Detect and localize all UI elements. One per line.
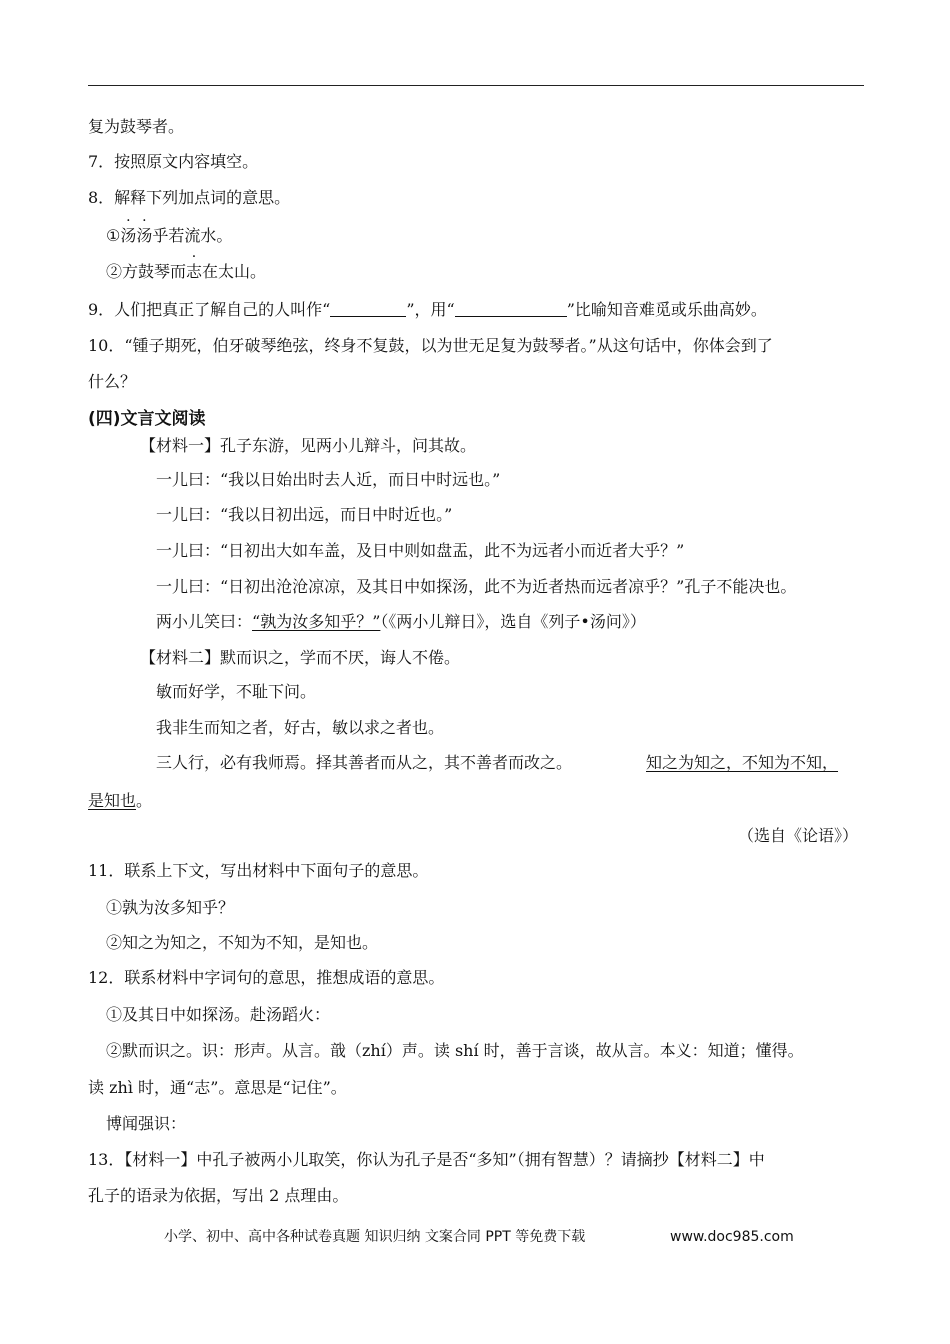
question-12-item-2: ②默而识之。识：形声。从言。戠（zhí）声。读 shí 时，善于言谈，故从言。本义：知道；懂得。	[106, 1041, 804, 1060]
q9-text: ”，用“	[406, 300, 455, 319]
question-7: 7．按照原文内容填空。	[88, 152, 259, 171]
material-1-laugh-line	[156, 612, 646, 632]
material-1-line: 一儿曰：“我以日初出远，而日中时近也。”	[156, 505, 453, 524]
underlined-quote: “孰为汝多知乎？”	[252, 612, 381, 631]
question-13-line-1: 13．【材料一】中孔子被两小儿取笑，你认为孔子是否“多知”（拥有智慧）？请摘抄【材料二】中	[88, 1150, 765, 1169]
material-1-line: 一儿曰：“日初出大如车盖，及日中则如盘盂，此不为远者小而近者大乎？”	[156, 541, 685, 560]
answer-blank-2[interactable]	[455, 300, 567, 317]
question-10-line-2: 什么？	[88, 372, 137, 391]
material-1-line: 一儿曰：“我以日始出时去人近，而日中时远也。”	[156, 470, 501, 489]
question-11: 11．联系上下文，写出材料中下面句子的意思。	[88, 861, 429, 880]
question-8-item-1	[106, 226, 232, 246]
q9-text: ”比喻知音难觅或乐曲高妙。	[566, 300, 767, 319]
item-number: ①	[106, 226, 121, 245]
footer-url-link[interactable]: www.doc985.com	[670, 1229, 794, 1245]
dotted-char: 志	[186, 262, 203, 281]
item-text: 乎若流水。	[152, 226, 233, 245]
question-13-line-2: 孔子的语录为依据，写出 2 点理由。	[88, 1186, 349, 1205]
material-2-line: 三人行，必有我师焉。择其善者而从之，其不善者而改之。	[156, 753, 573, 772]
q9-text: 9．人们把真正了解自己的人叫作“	[88, 300, 331, 319]
question-10-line-1: 10．“锺子期死，伯牙破琴绝弦，终身不复鼓，以为世无足复为鼓琴者。”从这句话中，你体会到了	[88, 336, 773, 355]
item-text: ②方鼓琴而	[106, 262, 187, 281]
question-12-item-1: ①及其日中如探汤。赴汤蹈火：	[106, 1005, 331, 1024]
dotted-char: 汤	[120, 226, 137, 245]
question-11-item-1: ①孰为汝多知乎？	[106, 898, 235, 917]
material-1-line: 一儿曰：“日初出沧沧凉凉，及其日中如探汤，此不为近者热而远者凉乎？”孔子不能决也。	[156, 577, 797, 596]
material-2-line-end	[88, 791, 152, 811]
item-text: 在太山。	[202, 262, 267, 281]
question-12-item-3: 博闻强识：	[106, 1114, 187, 1133]
question-11-item-2: ②知之为知之，不知为不知，是知也。	[106, 933, 379, 952]
footer-text: 小学、初中、高中各种试卷真题 知识归纳 文案合同 PPT 等免费下载	[164, 1229, 586, 1245]
question-8: 8．解释下列加点词的意思。	[88, 188, 291, 207]
question-9	[88, 300, 767, 320]
underlined-quote: 知之为知之，不知为不知，	[646, 753, 839, 772]
underlined-quote: 是知也	[88, 791, 137, 810]
punctuation: 。	[136, 791, 153, 810]
question-8-item-2	[106, 262, 266, 282]
section-4-title: (四)文言文阅读	[88, 409, 206, 429]
answer-blank-1[interactable]	[330, 300, 406, 317]
material-2-source: （选自《论语》）	[737, 826, 858, 845]
material-2-line: 敏而好学，不耻下问。	[156, 682, 317, 701]
question-12-item-2-cont: 读 zhì 时，通“志”。意思是“记住”。	[88, 1078, 347, 1097]
laugh-text: 两小儿笑曰：	[156, 612, 253, 631]
material-2-line: 我非生而知之者，好古，敏以求之者也。	[156, 718, 445, 737]
material-1-line: 【材料一】孔子东游，见两小儿辩斗，问其故。	[140, 436, 477, 455]
question-12: 12．联系材料中字词句的意思，推想成语的意思。	[88, 968, 445, 987]
material-2-line: 【材料二】默而识之，学而不厌，诲人不倦。	[140, 648, 461, 667]
material-1-source: （《两小儿辩日》，选自《列子•汤问》）	[380, 612, 646, 631]
intro-line: 复为鼓琴者。	[88, 117, 185, 136]
header-rule	[88, 85, 864, 86]
dotted-char: 汤	[136, 226, 153, 245]
